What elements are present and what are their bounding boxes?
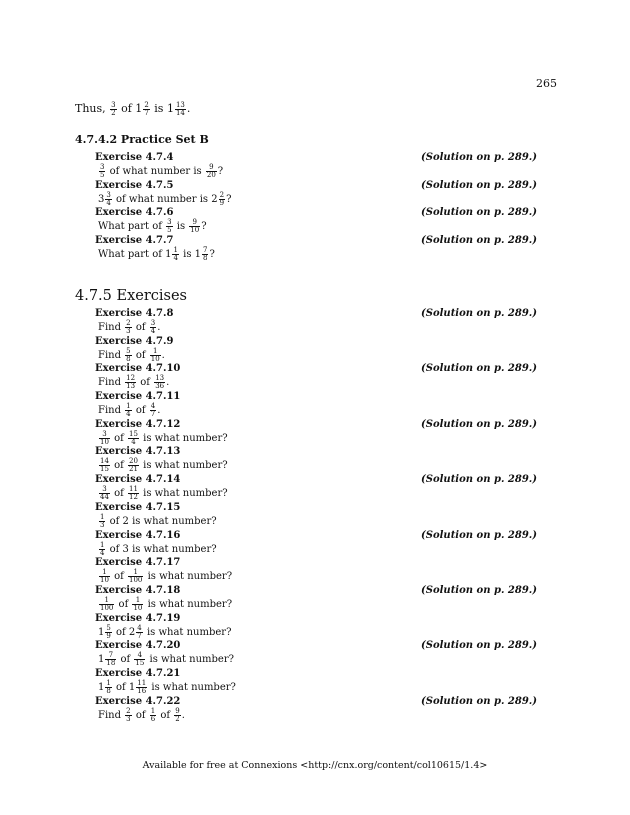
math-text: of 3 is what number? xyxy=(106,543,217,555)
fraction-denominator: 3 xyxy=(126,327,131,335)
fraction xyxy=(189,219,200,234)
fraction-denominator: 15 xyxy=(100,465,109,474)
fraction-numerator: 14 xyxy=(100,457,109,466)
exercise-item xyxy=(95,152,537,180)
fraction xyxy=(128,431,139,446)
math-text: of 1 xyxy=(117,102,143,115)
math-text: is 1 xyxy=(179,248,202,260)
math-text: Find xyxy=(98,709,125,721)
math-text: is what number? xyxy=(146,654,234,666)
exercise-header xyxy=(95,696,537,708)
fraction xyxy=(150,320,156,335)
math-text: of xyxy=(110,432,128,444)
exercise-header xyxy=(95,336,537,348)
exercise-title: Exercise 4.7.11 xyxy=(95,391,181,403)
exercise-header xyxy=(95,557,537,569)
fraction xyxy=(99,164,105,179)
fraction-denominator: 7 xyxy=(137,631,142,640)
fraction-denominator: 4 xyxy=(150,327,156,335)
exercise-title: Exercise 4.7.5 xyxy=(95,179,174,191)
fraction-numerator: 7 xyxy=(108,651,114,660)
exercise-header xyxy=(95,640,537,652)
fraction xyxy=(105,625,111,640)
math-text: is what number? xyxy=(143,626,232,638)
exercise-problem xyxy=(95,597,537,612)
solution-link[interactable]: (Solution on p. 289.) xyxy=(421,418,537,430)
exercise-problem xyxy=(95,247,537,262)
exercise-list xyxy=(95,308,537,723)
math-text: is what number? xyxy=(139,460,228,472)
fraction-numerator: 2 xyxy=(219,190,225,199)
exercise-item xyxy=(95,391,537,419)
fraction-numerator: 1 xyxy=(152,346,158,355)
math-text: of xyxy=(117,654,134,666)
fraction-denominator: 10 xyxy=(150,354,160,363)
math-text: of xyxy=(110,571,128,583)
exercise-header xyxy=(95,474,537,486)
math-text: is what number? xyxy=(139,487,228,499)
fraction-denominator: 6 xyxy=(150,714,156,723)
exercise-header xyxy=(95,207,537,219)
solution-link[interactable]: (Solution on p. 289.) xyxy=(421,584,537,596)
exercise-problem xyxy=(95,431,537,446)
fraction-numerator: 1 xyxy=(173,246,178,255)
fraction-numerator: 20 xyxy=(129,457,138,466)
math-text: is what number? xyxy=(144,571,233,583)
fraction-denominator: 100 xyxy=(100,603,114,612)
exercise-header xyxy=(95,235,537,247)
fraction-numerator: 4 xyxy=(150,402,156,411)
math-text: of xyxy=(157,709,174,721)
fraction xyxy=(125,375,136,390)
fraction-numerator: 5 xyxy=(126,346,131,355)
exercise-problem xyxy=(95,542,537,557)
fraction xyxy=(154,375,165,390)
exercise-problem xyxy=(95,219,537,234)
fraction-numerator: 3 xyxy=(167,218,172,227)
solution-link[interactable]: (Solution on p. 289.) xyxy=(421,363,537,375)
fraction-denominator: 15 xyxy=(135,659,145,668)
math-text: is what number? xyxy=(144,598,233,610)
fraction xyxy=(174,708,180,723)
math-text: of what number is 2 xyxy=(112,193,218,205)
exercise-item xyxy=(95,640,537,668)
fraction-numerator: 3 xyxy=(102,485,107,494)
fraction-numerator: 1 xyxy=(100,540,105,549)
exercise-header xyxy=(95,152,537,164)
fraction-denominator: 9 xyxy=(106,631,111,640)
fraction xyxy=(150,708,156,723)
fraction-denominator: 5 xyxy=(167,226,172,235)
math-text: Find xyxy=(98,349,125,361)
math-text: of xyxy=(132,404,149,416)
exercise-problem xyxy=(95,569,537,584)
fraction-denominator: 9 xyxy=(219,198,225,207)
exercises-section-heading: 4.7.5 Exercises xyxy=(75,288,187,304)
exercise-problem xyxy=(95,708,537,723)
exercise-problem xyxy=(95,652,537,667)
exercise-problem xyxy=(95,348,537,363)
fraction-denominator: 16 xyxy=(137,686,147,695)
exercise-problem xyxy=(95,458,537,473)
fraction-denominator: 8 xyxy=(203,254,208,263)
fraction xyxy=(166,219,172,234)
fraction-numerator: 3 xyxy=(102,429,107,438)
exercise-header xyxy=(95,613,537,625)
math-text: of xyxy=(137,377,154,389)
solution-link[interactable]: (Solution on p. 289.) xyxy=(421,695,537,707)
exercise-item xyxy=(95,446,537,474)
exercise-item xyxy=(95,557,537,585)
fraction-denominator: 4 xyxy=(173,254,178,263)
exercise-title: Exercise 4.7.13 xyxy=(95,446,181,458)
fraction xyxy=(143,102,149,117)
fraction-numerator: 2 xyxy=(126,706,131,715)
math-text: . xyxy=(157,321,161,333)
fraction-denominator: 7 xyxy=(150,410,156,419)
exercise-title: Exercise 4.7.15 xyxy=(95,501,181,513)
fraction-numerator: 9 xyxy=(209,163,214,171)
exercise-item xyxy=(95,180,537,208)
fraction xyxy=(150,348,161,363)
fraction-denominator: 21 xyxy=(129,465,138,474)
exercise-header xyxy=(95,308,537,320)
math-text: . xyxy=(186,102,191,115)
math-text: What part of xyxy=(98,221,166,233)
fraction xyxy=(132,597,143,612)
math-text: Find xyxy=(98,377,125,389)
math-text: of xyxy=(110,487,128,499)
fraction xyxy=(105,652,116,667)
math-text: 1 xyxy=(98,626,105,638)
exercise-item xyxy=(95,336,537,364)
math-text: 1 xyxy=(98,681,105,693)
exercise-title: Exercise 4.7.21 xyxy=(95,667,181,679)
exercise-problem xyxy=(95,403,537,418)
math-text: is xyxy=(173,221,189,233)
fraction xyxy=(136,625,142,640)
fraction-numerator: 3 xyxy=(111,101,116,110)
exercise-title: Exercise 4.7.17 xyxy=(95,557,181,569)
fraction xyxy=(105,680,111,695)
fraction xyxy=(125,348,131,363)
fraction xyxy=(99,486,110,501)
fraction-denominator: 2 xyxy=(111,109,116,118)
math-text: of xyxy=(132,709,149,721)
fraction xyxy=(134,652,145,667)
exercise-problem xyxy=(95,192,537,207)
math-text: ? xyxy=(209,248,215,260)
fraction-denominator: 13 xyxy=(126,382,136,391)
exercise-problem xyxy=(95,514,537,529)
fraction-numerator: 3 xyxy=(100,163,105,171)
fraction-numerator: 4 xyxy=(137,651,143,660)
fraction xyxy=(110,102,116,117)
math-text: . xyxy=(161,349,165,361)
solution-link[interactable]: (Solution on p. 289.) xyxy=(421,152,537,163)
exercise-item xyxy=(95,613,537,641)
fraction xyxy=(172,247,178,262)
fraction xyxy=(125,320,131,335)
math-text: of xyxy=(132,321,149,333)
exercise-title: Exercise 4.7.8 xyxy=(95,308,174,319)
exercise-item xyxy=(95,308,537,336)
fraction-numerator: 1 xyxy=(100,512,105,521)
fraction-numerator: 15 xyxy=(129,429,138,438)
fraction-numerator: 1 xyxy=(150,706,156,715)
exercise-problem xyxy=(95,375,537,390)
fraction xyxy=(175,102,186,117)
fraction-denominator: 4 xyxy=(100,548,105,557)
exercise-item xyxy=(95,235,537,263)
exercise-problem xyxy=(95,164,537,179)
fraction-denominator: 10 xyxy=(133,603,143,612)
fraction-numerator: 3 xyxy=(150,319,156,327)
fraction-numerator: 3 xyxy=(106,190,111,199)
fraction-numerator: 9 xyxy=(192,218,197,227)
math-text: Thus, xyxy=(75,102,110,115)
exercise-title: Exercise 4.7.10 xyxy=(95,363,181,375)
exercise-problem xyxy=(95,486,537,501)
exercise-header xyxy=(95,668,537,680)
fraction xyxy=(99,514,105,529)
math-text: Find xyxy=(98,321,125,333)
exercise-title: Exercise 4.7.20 xyxy=(95,640,181,652)
exercise-title: Exercise 4.7.16 xyxy=(95,529,181,541)
exercise-title: Exercise 4.7.18 xyxy=(95,584,181,596)
solution-link[interactable]: (Solution on p. 289.) xyxy=(421,235,537,247)
fraction xyxy=(125,403,131,418)
fraction-denominator: 5 xyxy=(100,171,105,179)
exercise-header xyxy=(95,180,537,192)
fraction xyxy=(202,247,208,262)
solution-link[interactable]: (Solution on p. 289.) xyxy=(421,529,537,541)
fraction-denominator: 18 xyxy=(106,659,116,668)
fraction-denominator: 10 xyxy=(100,576,109,585)
exercise-header xyxy=(95,502,537,514)
exercise-problem xyxy=(95,320,537,335)
fraction-denominator: 2 xyxy=(175,714,180,723)
exercise-title: Exercise 4.7.6 xyxy=(95,207,174,219)
fraction-numerator: 9 xyxy=(175,706,180,715)
exercise-item xyxy=(95,668,537,696)
fraction xyxy=(128,486,139,501)
math-text: 1 xyxy=(98,654,105,666)
math-text: What part of 1 xyxy=(98,248,172,260)
math-text: is 1 xyxy=(150,102,174,115)
fraction-numerator: 11 xyxy=(129,485,138,494)
math-text: is what number? xyxy=(148,681,236,693)
fraction-numerator: 13 xyxy=(175,101,185,110)
math-text: of xyxy=(132,349,149,361)
solution-link[interactable]: (Solution on p. 289.) xyxy=(421,308,537,319)
solution-link[interactable]: (Solution on p. 289.) xyxy=(421,474,537,486)
fraction-denominator: 100 xyxy=(129,576,143,585)
fraction-numerator: 1 xyxy=(126,402,131,411)
math-text: is what number? xyxy=(139,432,228,444)
fraction xyxy=(99,431,110,446)
math-text: of 2 xyxy=(112,626,136,638)
practice-exercise-list xyxy=(95,152,537,263)
fraction-denominator: 36 xyxy=(155,382,165,391)
fraction-numerator: 1 xyxy=(133,568,138,577)
math-text: of 1 xyxy=(112,681,136,693)
math-text: of 2 is what number? xyxy=(106,515,217,527)
exercise-header xyxy=(95,391,537,403)
exercise-header xyxy=(95,419,537,431)
footer: Available for free at Connexions <http://cnx.org/content/col10615/1.4> xyxy=(142,760,488,771)
exercise-title: Exercise 4.7.9 xyxy=(95,335,174,347)
fraction xyxy=(125,708,131,723)
math-text: of xyxy=(110,460,128,472)
fraction-numerator: 2 xyxy=(144,101,149,110)
fraction-numerator: 13 xyxy=(155,374,165,383)
math-text: of what number is xyxy=(106,165,205,177)
fraction-denominator: 20 xyxy=(206,171,216,179)
math-text: ? xyxy=(226,193,232,205)
math-text: Find xyxy=(98,404,125,416)
fraction xyxy=(128,569,143,584)
fraction-denominator: 7 xyxy=(144,109,149,118)
fraction xyxy=(105,192,111,207)
exercise-item xyxy=(95,696,537,724)
fraction xyxy=(99,569,110,584)
exercise-item xyxy=(95,530,537,558)
exercise-item xyxy=(95,207,537,235)
fraction xyxy=(128,458,139,473)
fraction-denominator: 4 xyxy=(106,198,111,207)
exercise-item xyxy=(95,363,537,391)
page-number: 265 xyxy=(536,77,557,90)
fraction xyxy=(99,542,105,557)
fraction xyxy=(99,458,110,473)
exercise-title: Exercise 4.7.12 xyxy=(95,418,181,430)
exercise-title: Exercise 4.7.4 xyxy=(95,152,174,163)
exercise-problem xyxy=(95,625,537,640)
fraction-numerator: 1 xyxy=(102,568,107,577)
fraction xyxy=(206,164,217,179)
fraction-numerator: 12 xyxy=(126,374,136,383)
fraction-denominator: 3 xyxy=(100,520,105,529)
exercise-item xyxy=(95,585,537,613)
fraction-denominator: 12 xyxy=(129,493,138,502)
exercise-item xyxy=(95,474,537,502)
fraction-denominator: 14 xyxy=(175,109,185,118)
exercise-item xyxy=(95,502,537,530)
fraction xyxy=(150,403,156,418)
fraction-denominator: 10 xyxy=(190,226,200,235)
fraction xyxy=(136,680,147,695)
math-text: . xyxy=(181,709,185,721)
fraction-numerator: 1 xyxy=(104,595,109,604)
exercise-title: Exercise 4.7.22 xyxy=(95,695,181,707)
solution-link[interactable]: (Solution on p. 289.) xyxy=(421,640,537,652)
exercise-problem xyxy=(95,680,537,695)
fraction-numerator: 4 xyxy=(137,623,142,632)
math-text: of xyxy=(115,598,132,610)
exercise-header xyxy=(95,530,537,542)
solution-link[interactable]: (Solution on p. 289.) xyxy=(421,179,537,191)
fraction xyxy=(99,597,114,612)
exercise-title: Exercise 4.7.7 xyxy=(95,235,174,247)
solution-link[interactable]: (Solution on p. 289.) xyxy=(421,207,537,219)
math-text: ? xyxy=(201,221,207,233)
exercise-header xyxy=(95,446,537,458)
exercise-title: Exercise 4.7.14 xyxy=(95,474,181,486)
fraction-numerator: 5 xyxy=(106,623,111,632)
math-text: . xyxy=(157,404,161,416)
fraction-numerator: 2 xyxy=(126,319,131,327)
exercise-header xyxy=(95,585,537,597)
intro-line xyxy=(75,102,190,117)
fraction xyxy=(219,192,225,207)
math-text: . xyxy=(166,377,170,389)
exercise-title: Exercise 4.7.19 xyxy=(95,612,181,624)
math-text: ? xyxy=(217,165,224,177)
fraction-denominator: 8 xyxy=(106,686,111,695)
fraction-numerator: 1 xyxy=(106,678,111,687)
fraction-numerator: 7 xyxy=(203,246,208,255)
fraction-denominator: 4 xyxy=(128,438,139,446)
fraction-numerator: 11 xyxy=(137,678,147,687)
exercise-item xyxy=(95,419,537,447)
fraction-denominator: 4 xyxy=(126,410,131,419)
fraction-denominator: 8 xyxy=(126,354,131,363)
fraction-denominator: 10 xyxy=(100,437,109,446)
fraction-denominator: 3 xyxy=(126,714,131,723)
fraction-numerator: 1 xyxy=(135,595,141,604)
fraction-denominator: 44 xyxy=(100,493,109,502)
math-text: 3 xyxy=(98,193,105,205)
practice-set-heading: 4.7.4.2 Practice Set B xyxy=(75,133,209,146)
